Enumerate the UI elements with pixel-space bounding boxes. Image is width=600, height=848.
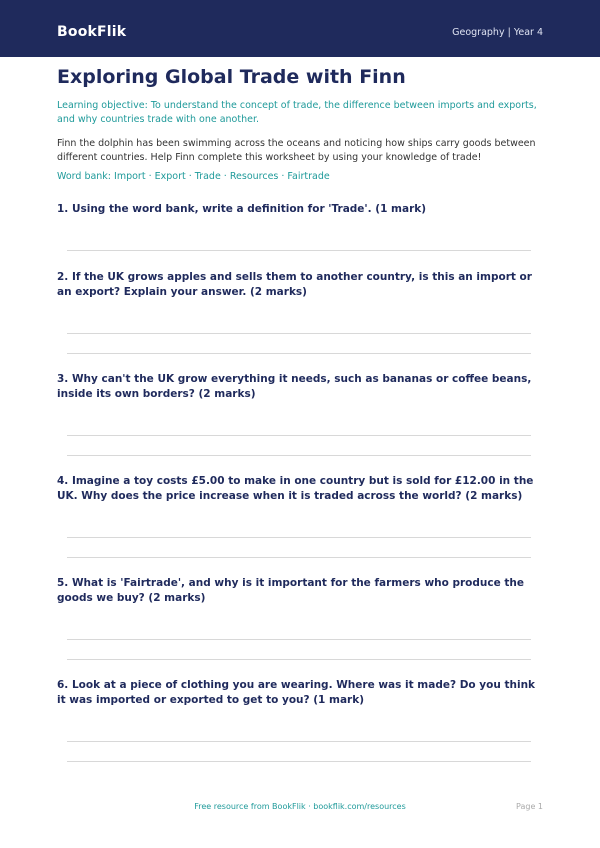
question-3: 3. Why can't the UK grow everything it needs, such as bananas or coffee beans, inside its own borders? (2 marks) (57, 373, 532, 400)
answer-line[interactable] (67, 250, 531, 251)
answer-line[interactable] (67, 639, 531, 640)
page-number: Page 1 (516, 802, 543, 811)
answer-line[interactable] (67, 741, 531, 742)
brand-logo-text: BookFlik (57, 24, 127, 40)
answer-line[interactable] (67, 761, 531, 762)
question-1: 1. Using the word bank, write a definition for 'Trade'. (1 mark) (57, 203, 427, 215)
answer-line[interactable] (67, 353, 531, 354)
question-4: 4. Imagine a toy costs £5.00 to make in one country but is sold for £12.00 in the UK. Why does the price increase when it is traded across the world? (2 marks) (57, 475, 534, 502)
question-2: 2. If the UK grows apples and sells them to another country, is this an import or an export? Explain your answer. (2 marks) (57, 271, 532, 298)
page-title: Exploring Global Trade with Finn (57, 66, 406, 88)
learning-objective: Learning objective: To understand the concept of trade, the difference between imports and exports, and why countries trade with one another. (57, 100, 537, 125)
subject-year-label: Geography | Year 4 (452, 27, 543, 38)
answer-line[interactable] (67, 557, 531, 558)
answer-line[interactable] (67, 333, 531, 334)
word-bank: Word bank: Import · Export · Trade · Resources · Fairtrade (57, 171, 330, 182)
answer-line[interactable] (67, 659, 531, 660)
question-5: 5. What is 'Fairtrade', and why is it important for the farmers who produce the goods we buy? (2 marks) (57, 577, 524, 604)
answer-line[interactable] (67, 455, 531, 456)
page-header (0, 0, 600, 57)
question-6: 6. Look at a piece of clothing you are wearing. Where was it made? Do you think it was imported or exported to get to you? (1 mark) (57, 679, 536, 706)
footer-link[interactable]: Free resource from BookFlik · bookflik.com/resources (194, 802, 406, 811)
answer-line[interactable] (67, 537, 531, 538)
intro-text: Finn the dolphin has been swimming across the oceans and noticing how ships carry goods between different countries. Help Finn complete this worksheet by using your knowledge of trade! (57, 138, 536, 163)
answer-line[interactable] (67, 435, 531, 436)
